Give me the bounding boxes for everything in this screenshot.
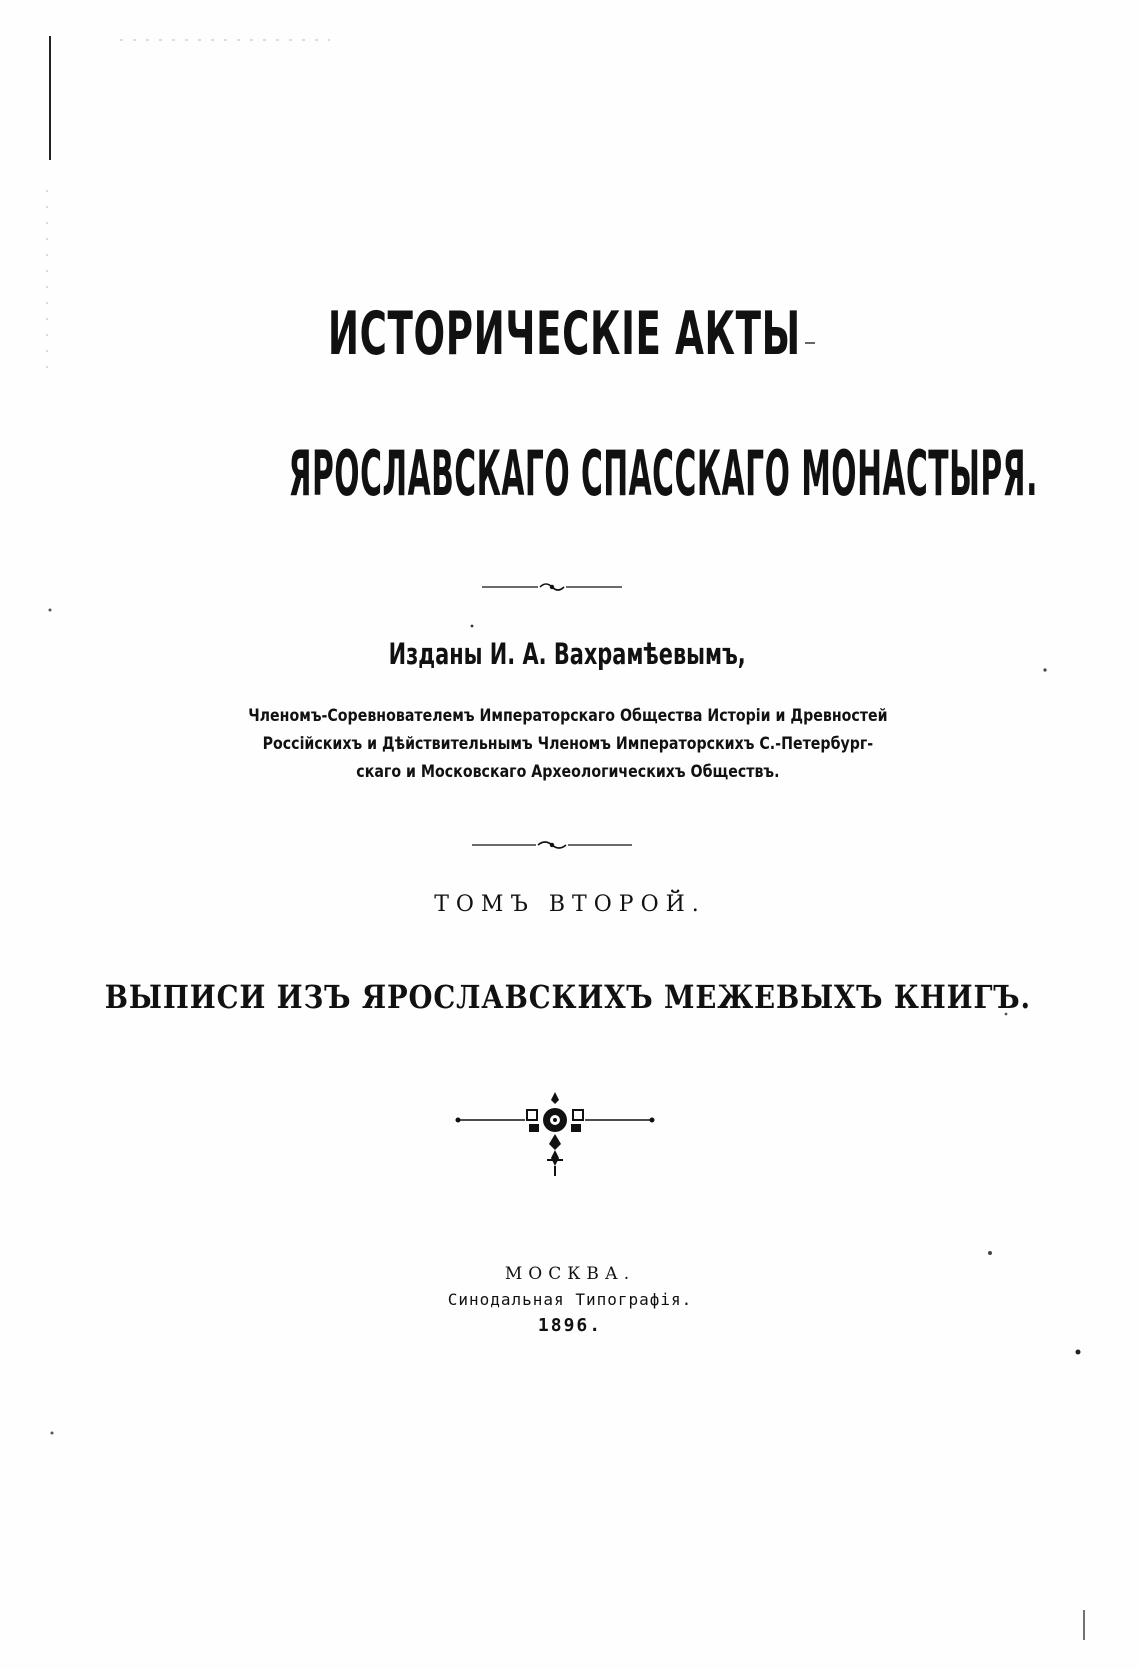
volume-label: ТОМЪ ВТОРОЙ.	[434, 892, 706, 917]
publisher-line: Изданы И. А. Вахрамѣевымъ,	[388, 637, 746, 671]
ornamental-rule-icon	[472, 838, 632, 852]
volume-subtitle: ВЫПИСИ ИЗЪ ЯРОСЛАВСКИХЪ МЕЖЕВЫХЪ КНИГЪ.	[104, 978, 1031, 1016]
ornamental-rule-icon	[482, 580, 622, 594]
publisher-credentials	[0, 702, 1140, 786]
imprint-city: МОСКВА.	[504, 1264, 636, 1284]
fleuron-icon	[455, 1090, 655, 1180]
imprint-year: 1896.	[537, 1315, 603, 1336]
title-line-2: ЯРОСЛАВСКАГО СПАССКАГО МОНАСТЫРЯ.	[288, 437, 1038, 510]
title-line-1: ИСТОРИЧЕСКІЕ АКТЫ	[327, 299, 801, 369]
imprint-press: Синодальная Типографія.	[447, 1290, 693, 1309]
credentials-line-3: скаго и Московскаго Археологическихъ Обществъ.	[356, 762, 780, 781]
credentials-line-2: Россійскихъ и Дѣйствительнымъ Членомъ Императорскихъ С.-Петербург-	[262, 734, 874, 753]
credentials-line-1: Членомъ-Соревнователемъ Императорскаго Общества Исторіи и Древностей	[248, 706, 888, 725]
